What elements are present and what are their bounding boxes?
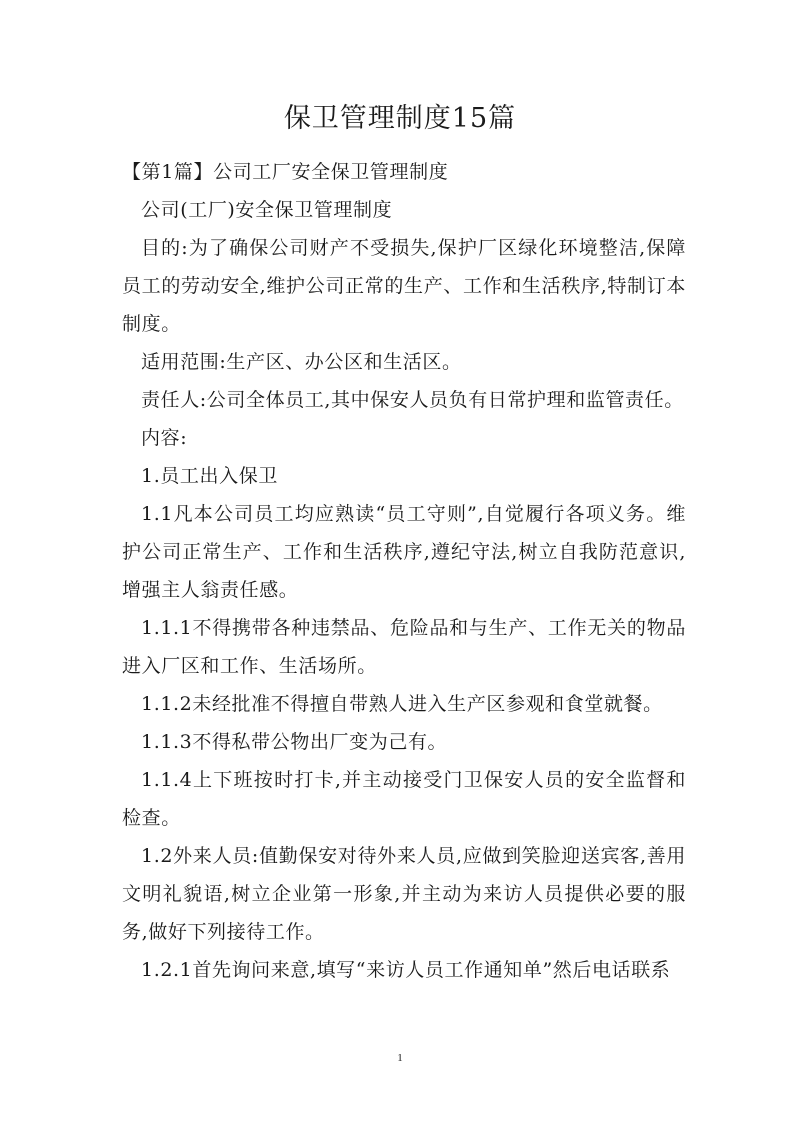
paragraph-item-1-1: 1.1凡本公司员工均应熟读“员工守则”,自觉履行各项义务。维护公司正常生产、工作和生活秩序,遵纪守法,树立自我防范意识,增强主人翁责任感。	[122, 503, 686, 601]
document-title: 保卫管理制度15篇	[283, 103, 517, 134]
paragraph-item-1-2-1: 1.2.1首先询问来意,填写“来访人员工作通知单”然后电话联系	[141, 959, 671, 981]
paragraph-item-1-1-2: 1.1.2未经批准不得擅自带熟人进入生产区参观和食堂就餐。	[141, 693, 663, 715]
paragraph-section-1: 1.员工出入保卫	[141, 465, 278, 487]
paragraph-item-1-2: 1.2外来人员:值勤保安对待外来人员,应做到笑脸迎送宾客,善用文明礼貌语,树立企业第一形象,并主动为来访人员提供必要的服务,做好下列接待工作。	[122, 845, 686, 943]
paragraph-subtitle: 公司(工厂)安全保卫管理制度	[141, 199, 393, 221]
document-body	[122, 153, 686, 989]
page-number: 1	[397, 1052, 403, 1064]
paragraph-purpose: 目的:为了确保公司财产不受损失,保护厂区绿化环境整洁,保障员工的劳动安全,维护公司正常的生产、工作和生活秩序,特制订本制度。	[122, 237, 686, 335]
heading-article-1: 【第1篇】公司工厂安全保卫管理制度	[122, 161, 449, 183]
paragraph-scope: 适用范围:生产区、办公区和生活区。	[141, 351, 462, 373]
paragraph-responsible: 责任人:公司全体员工,其中保安人员负有日常护理和监管责任。	[141, 389, 684, 411]
paragraph-content-label: 内容:	[141, 427, 188, 449]
paragraph-item-1-1-1: 1.1.1不得携带各种违禁品、危险品和与生产、工作无关的物品进入厂区和工作、生活场所。	[122, 617, 686, 677]
paragraph-item-1-1-3: 1.1.3不得私带公物出厂变为己有。	[141, 731, 448, 753]
paragraph-item-1-1-4: 1.1.4上下班按时打卡,并主动接受门卫保安人员的安全监督和检查。	[122, 769, 686, 829]
